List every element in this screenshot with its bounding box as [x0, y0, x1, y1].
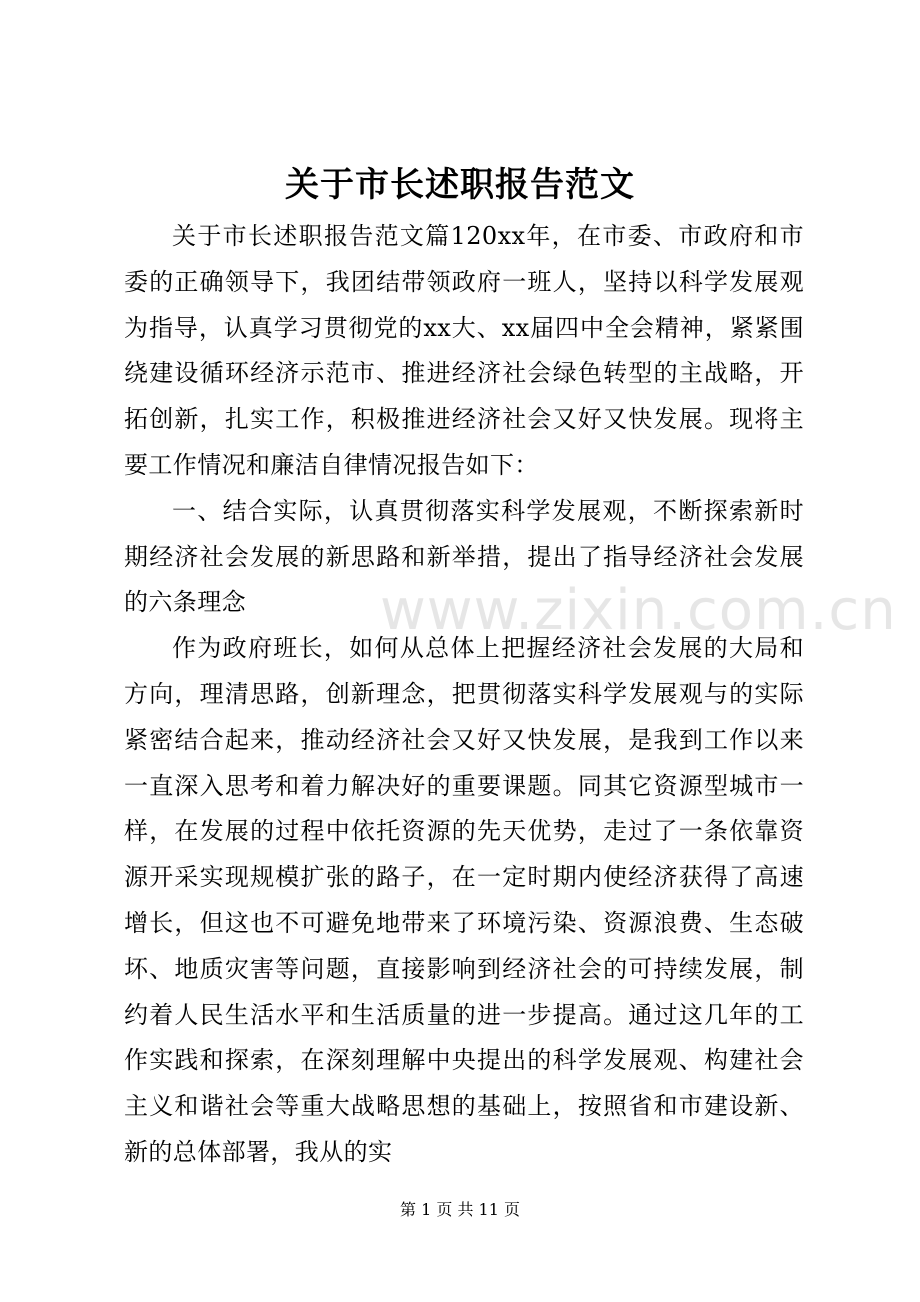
page-footer: 第 1 页 共 11 页: [400, 1200, 520, 1219]
paragraph-body: 作为政府班长，如何从总体上把握经济社会发展的大局和方向，理清思路，创新理念，把贯彻落实科学发展观与的实际紧密结合起来，推动经济社会又好又快发展，是我到工作以来一直深入思考和着力解决好的重要课题。同其它资源型城市一样，在发展的过程中依托资源的先天优势，走过了一条依靠资源开采实现规模扩张的路子，在一定时期内使经济获得了高速增长，但这也不可避免地带来了环境污染、资源浪费、生态破坏、地质灾害等问题，直接影响到经济社会的可持续发展，制约着人民生活水平和生活质量的进一步提高。通过这几年的工作实践和探索，在深刻理解中央提出的科学发展观、构建社会主义和谐社会等重大战略思想的基础上，按照省和市建设新、新的总体部署，我从的实: [124, 634, 804, 1166]
paragraph-section-heading: 一、结合实际，认真贯彻落实科学发展观，不断探索新时期经济社会发展的新思路和新举措，提出了指导经济社会发展的六条理念: [124, 496, 804, 617]
paragraph-intro: 关于市长述职报告范文篇120xx年，在市委、市政府和市委的正确领导下，我团结带领政府一班人，坚持以科学发展观为指导，认真学习贯彻党的xx大、xx届四中全会精神，紧紧围绕建设循环经济示范市、推进经济社会绿色转型的主战略，开拓创新，扎实工作，积极推进经济社会又好又快发展。现将主要工作情况和廉洁自律情况报告如下：: [124, 222, 804, 479]
watermark-text: www.zixin.com.cn: [380, 578, 897, 643]
document-body: [124, 214, 804, 1176]
document-title: 关于市长述职报告范文: [285, 165, 635, 205]
